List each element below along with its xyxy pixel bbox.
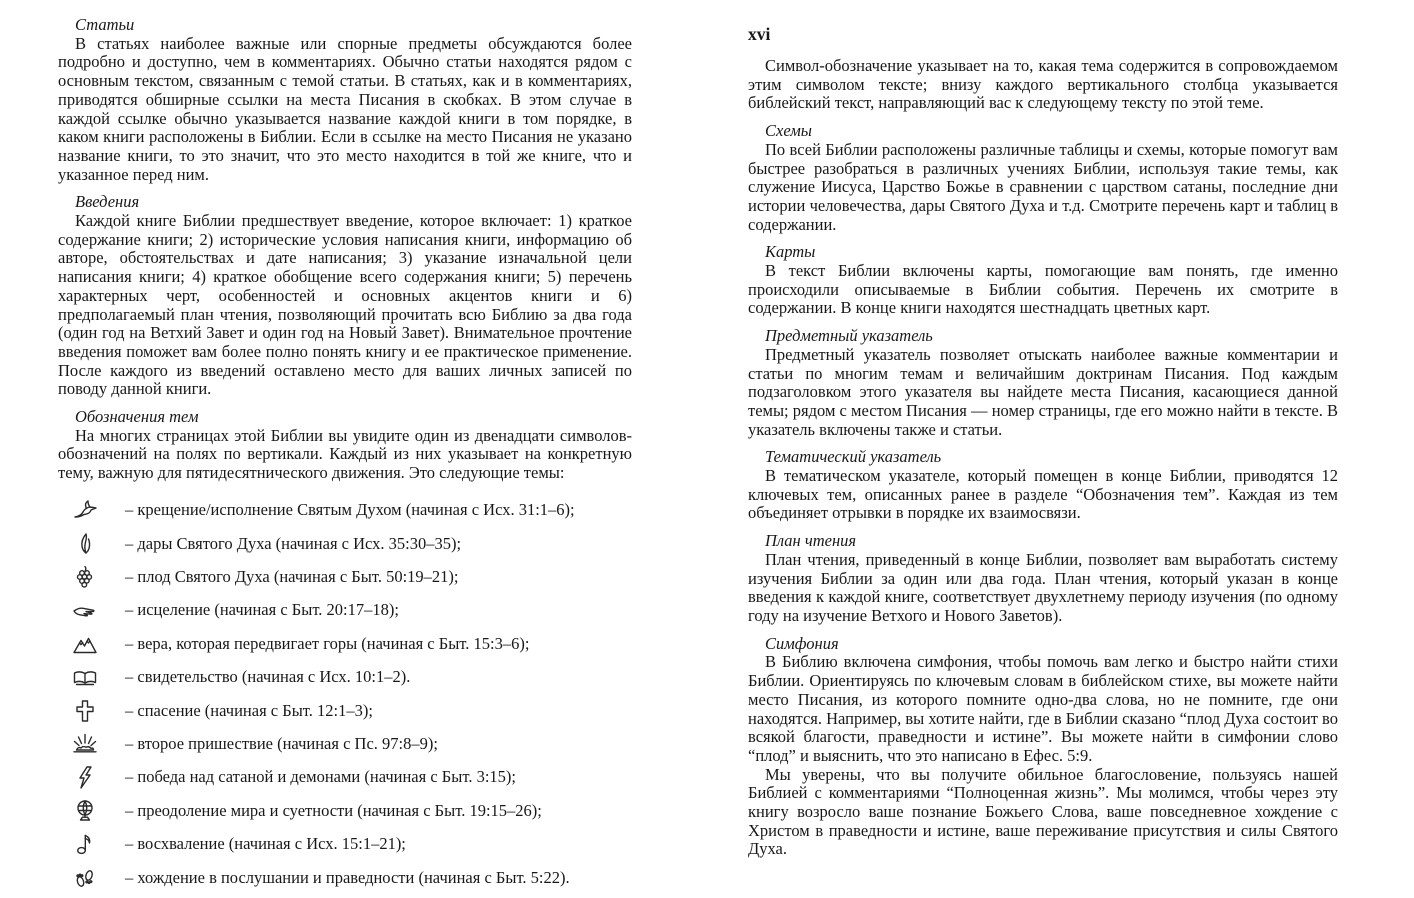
section-heading-vvedeniya: Введения xyxy=(75,192,140,212)
flame-icon xyxy=(70,531,100,557)
symbol-list-item xyxy=(58,594,632,627)
paragraph: По всей Библии расположены различные таблицы и схемы, которые помогут вам быстрее разобраться в различных учениях Библии, используя такие темы, как служение Иисуса, Царство Божье в сравнении с царством сатаны, последние дни истории человечества, дары Святого Духа и т.д. Смотрите перечень карт и таблиц в содержании. xyxy=(748,139,1338,234)
lightning-icon xyxy=(70,765,100,791)
left-page xyxy=(58,16,632,895)
paragraph: Мы уверены, что вы получите обильное благословение, пользуясь нашей Библией с комментариями “Полноценная жизнь”. Мы молимся, чтобы через эту книгу возросло ваше познание Божьего Слова, ваше повседневное хождение с Христом в праведности и истине, ваше переживание присутствия и силы Святого Духа. xyxy=(748,764,1338,859)
section-heading-predmetny-ukazatel: Предметный указатель xyxy=(765,326,933,346)
section-heading-simfoniya: Симфония xyxy=(765,633,839,653)
symbol-list-item xyxy=(58,794,632,827)
symbol-list-item xyxy=(58,661,632,694)
symbol-list-item xyxy=(58,861,632,894)
cross-icon xyxy=(70,698,100,724)
symbol-label: – дары Святого Духа (начиная с Исх. 35:30–35); xyxy=(125,533,462,553)
paragraph: Символ-обозначение указывает на то, какая тема содержится в сопровождаемом этим символом тексте; внизу каждого вертикального столбца указывается библейский текст, направляющий вас к следующему тексту по этой теме. xyxy=(748,56,1338,113)
mountains-icon xyxy=(70,631,100,657)
symbol-list-item xyxy=(58,694,632,727)
section-heading-plan-chteniya: План чтения xyxy=(765,531,857,551)
open-book-icon xyxy=(70,665,100,691)
symbol-label: – хождение в послушании и праведности (начиная с Быт. 5:22). xyxy=(125,867,570,887)
symbol-list-item xyxy=(58,828,632,861)
paragraph: В статьях наиболее важные или спорные предметы обсуждаются более подробно и доступно, чем в комментариях. Обычно статьи находятся рядом с основным текстом, связанным с темой статьи. В статьях, как и в комментариях, приводятся обширные ссылки на места Писания в скобках. В этом случае в каждой ссылке обычно указывается название каждой книги в том порядке, в каком книги расположены в Библии. Если в ссылке на место Писания не указано название книги, то это значит, что это место находится в той же книге, что и указанное перед ним. xyxy=(58,33,632,184)
section-heading-shemy: Схемы xyxy=(765,121,812,141)
music-note-icon xyxy=(70,831,100,857)
paragraph: В Библию включена симфония, чтобы помочь вам легко и быстро найти стихи Библии. Ориентируясь по ключевым словам в библейском стихе, вы можете найти место Писания, из которого помните одно-два слова, но не помните, где они находятся. Например, вы хотите найти, где в Библии сказано “плод Духа состоит во всякой благости, праведности и истине”. Вы можете найти в симфонии слово “плод” и выяснить, что это написано в Ефес. 5:9. xyxy=(748,652,1338,765)
paragraph: В тематическом указателе, который помещен в конце Библии, приводятся 12 ключевых тем, описанных ранее в разделе “Обозначения тем”. Каждая из тем объединяет отрывки в порядке их взаимосвязи. xyxy=(748,466,1338,523)
symbol-list-item xyxy=(58,627,632,660)
page-number: xvi xyxy=(748,24,771,44)
paragraph: На многих страницах этой Библии вы увидите один из двенадцати символов-обозначений на полях по вертикали. Каждый из них указывает на конкретную тему, важную для пятидесятнического движения. Это следующие темы: xyxy=(58,425,632,483)
section-heading-oboznacheniya-tem: Обозначения тем xyxy=(75,407,199,427)
healing-hand-icon xyxy=(70,598,100,624)
paragraph: Каждой книге Библии предшествует введение, которое включает: 1) краткое содержание книги; 2) исторические условия написания книги, информацию об авторе, обстоятельствах и дате написания; 3) указание изначальной цели написания книги; 4) краткое обобщение всего содержания книги; 5) перечень характерных черт, особенностей и основных акцентов книги и 6) предполагаемый план чтения, позволяющий прочитать всю Библию за два года (один год на Ветхий Завет и один год на Новый Завет). Внимательное прочтение введения поможет вам более полно понять книгу и ее практическое применение. После каждого из введений оставлено место для ваших личных записей по поводу данной книги. xyxy=(58,211,632,399)
symbol-label: – второе пришествие (начиная с Пс. 97:8–9); xyxy=(125,733,438,753)
sunrise-icon xyxy=(70,731,100,757)
right-page xyxy=(748,24,1338,859)
paragraph: План чтения, приведенный в конце Библии, позволяет вам выработать систему изучения Библии за один или два года. План чтения, который указан в конце введения к каждой книге, соответствует двухлетнему периоду изучения (по одному году на изучение Ветхого и Нового Заветов). xyxy=(748,549,1338,625)
section-heading-tematichesky-ukazatel: Тематический указатель xyxy=(765,447,942,467)
symbol-label: – исцеление (начиная с Быт. 20:17–18); xyxy=(125,600,399,620)
paragraph: Предметный указатель позволяет отыскать наиболее важные комментарии и статьи по многим темам и величайшим доктринам Писания. Под каждым подзаголовком этого указателя вы найдете места Писания, касающиеся данной темы; рядом с местом Писания — номер страницы, где его можно найти в тексте. В указатель включены также и статьи. xyxy=(748,344,1338,439)
symbol-list-item xyxy=(58,728,632,761)
symbol-label: – вера, которая передвигает горы (начиная с Быт. 15:3–6); xyxy=(125,633,530,653)
section-heading-karty: Карты xyxy=(765,242,816,262)
symbol-label: – преодоление мира и суетности (начиная с Быт. 19:15–26); xyxy=(125,800,542,820)
symbol-list-item xyxy=(58,494,632,527)
footprints-icon xyxy=(70,865,100,891)
symbol-label: – свидетельство (начиная с Исх. 10:1–2). xyxy=(125,667,411,687)
symbol-label: – спасение (начиная с Быт. 12:1–3); xyxy=(125,700,373,720)
symbol-label: – плод Святого Духа (начиная с Быт. 50:19–21); xyxy=(125,567,459,586)
symbol-label: – победа над сатаной и демонами (начиная с Быт. 3:15); xyxy=(125,767,516,787)
globe-icon xyxy=(70,798,100,824)
symbol-list-item xyxy=(58,761,632,794)
dove-icon xyxy=(70,498,100,524)
symbol-list-item xyxy=(58,527,632,560)
theme-symbols-list xyxy=(58,494,632,895)
symbol-list-item xyxy=(58,561,632,594)
symbol-label: – крещение/исполнение Святым Духом (начиная с Исх. 31:1–6); xyxy=(125,500,575,520)
grapes-icon xyxy=(70,564,100,590)
section-heading-stati: Статьи xyxy=(75,15,135,34)
symbol-label: – восхваление (начиная с Исх. 15:1–21); xyxy=(125,834,406,854)
paragraph: В текст Библии включены карты, помогающие вам понять, где именно происходили описываемые в Библии события. Перечень их смотрите в содержании. В конце книги находятся шестнадцать цветных карт. xyxy=(748,261,1338,318)
